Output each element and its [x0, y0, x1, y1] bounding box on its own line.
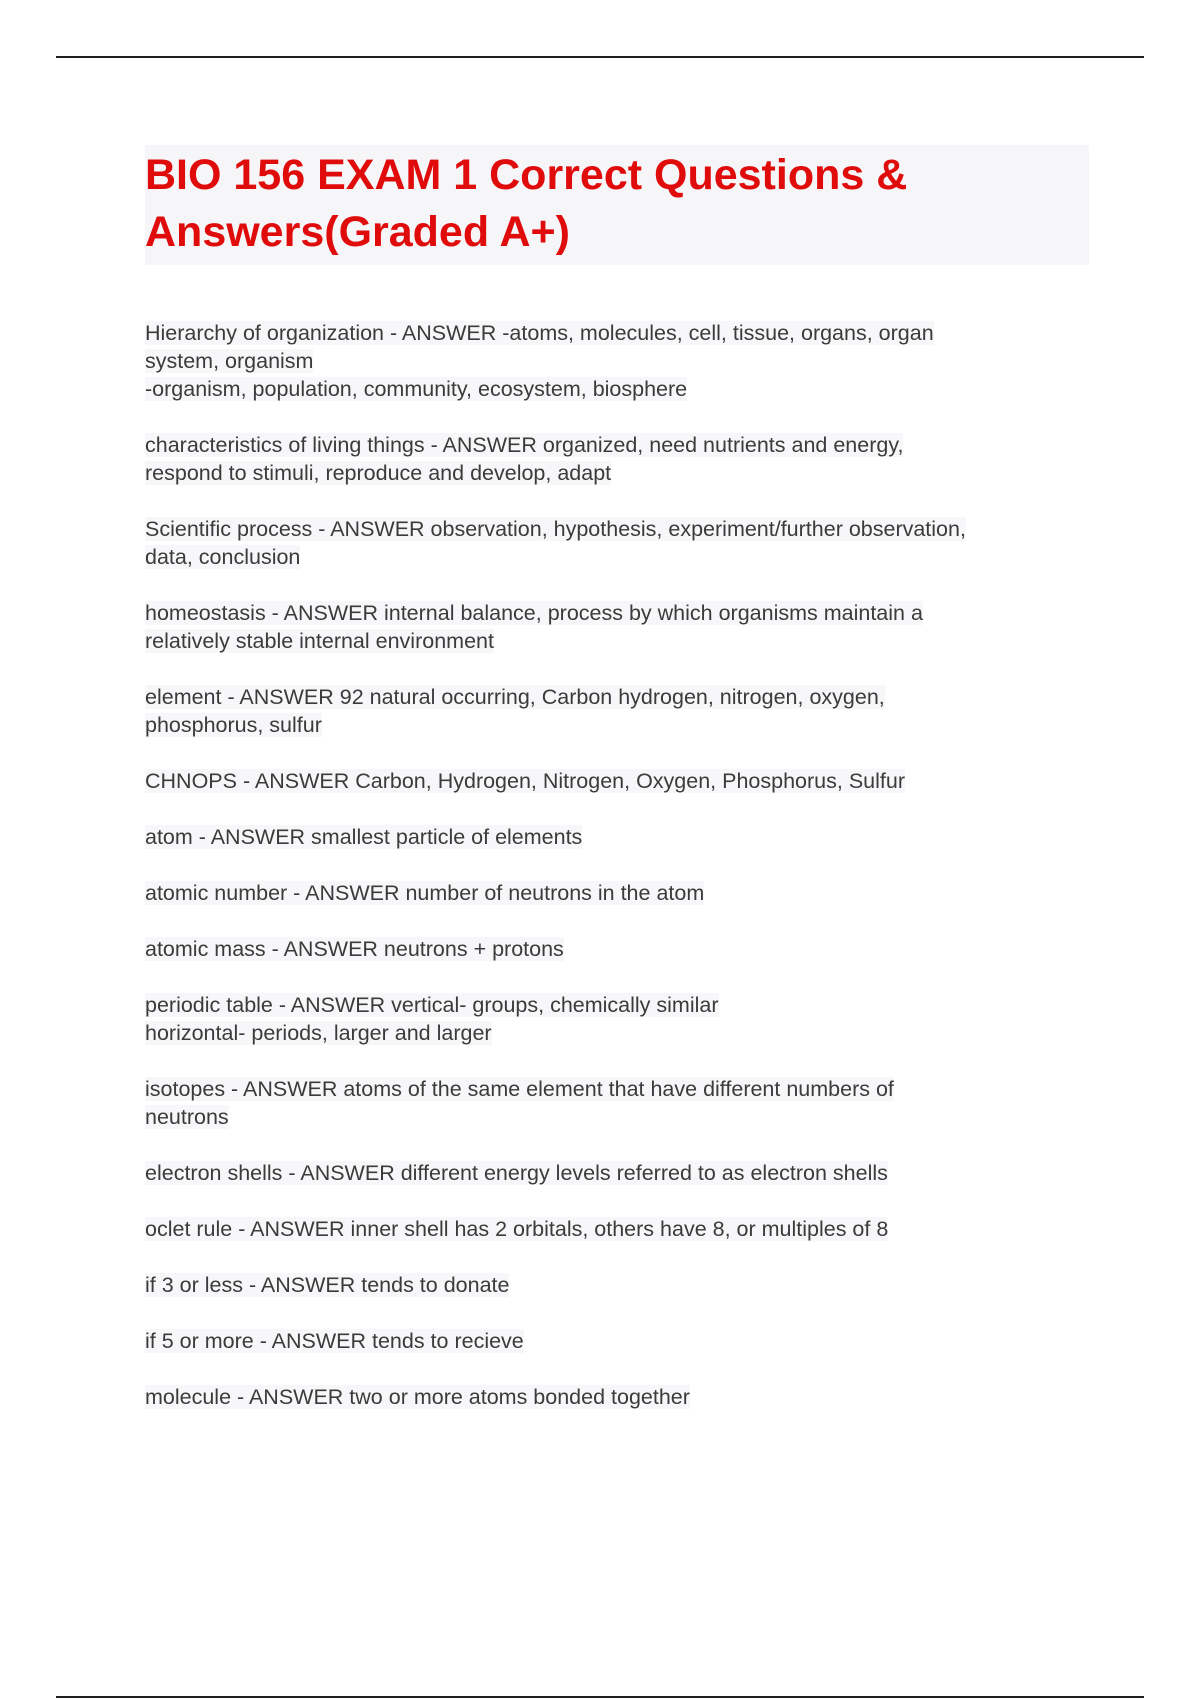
qa-line: periodic table - ANSWER vertical- groups, chemically similar: [145, 993, 719, 1017]
qa-line: homeostasis - ANSWER internal balance, process by which organisms maintain a: [145, 601, 923, 625]
qa-line: atomic number - ANSWER number of neutrons in the atom: [145, 881, 705, 905]
qa-line: isotopes - ANSWER atoms of the same element that have different numbers of: [145, 1077, 894, 1101]
qa-entry: [145, 431, 1089, 487]
qa-entry: [145, 935, 1089, 963]
qa-line: atom - ANSWER smallest particle of elements: [145, 825, 583, 849]
document-body: [145, 145, 1089, 1439]
qa-entry: [145, 1159, 1089, 1187]
qa-line: Hierarchy of organization - ANSWER -atoms, molecules, cell, tissue, organs, organ: [145, 321, 934, 345]
qa-line: if 3 or less - ANSWER tends to donate: [145, 1273, 510, 1297]
top-rule: [56, 56, 1144, 58]
qa-line: oclet rule - ANSWER inner shell has 2 orbitals, others have 8, or multiples of 8: [145, 1217, 889, 1241]
document-title: BIO 156 EXAM 1 Correct Questions & Answers(Graded A+): [145, 151, 908, 256]
qa-line: CHNOPS - ANSWER Carbon, Hydrogen, Nitrogen, Oxygen, Phosphorus, Sulfur: [145, 769, 905, 793]
qa-entry: [145, 515, 1089, 571]
qa-entry: [145, 823, 1089, 851]
qa-entry: [145, 1215, 1089, 1243]
qa-line: respond to stimuli, reproduce and develop, adapt: [145, 461, 612, 485]
qa-line: atomic mass - ANSWER neutrons + protons: [145, 937, 564, 961]
qa-line: characteristics of living things - ANSWER organized, need nutrients and energy,: [145, 433, 904, 457]
qa-line: Scientific process - ANSWER observation, hypothesis, experiment/further observation,: [145, 517, 966, 541]
bottom-rule: [56, 1696, 1144, 1698]
qa-list: [145, 319, 1089, 1411]
qa-line: system, organism: [145, 349, 314, 373]
qa-entry: [145, 1075, 1089, 1131]
qa-entry: [145, 683, 1089, 739]
qa-entry: [145, 599, 1089, 655]
qa-line: data, conclusion: [145, 545, 301, 569]
qa-entry: [145, 991, 1089, 1047]
qa-entry: [145, 1383, 1089, 1411]
qa-line: -organism, population, community, ecosystem, biosphere: [145, 377, 688, 401]
qa-line: electron shells - ANSWER different energy levels referred to as electron shells: [145, 1161, 888, 1185]
qa-entry: [145, 767, 1089, 795]
qa-entry: [145, 879, 1089, 907]
qa-entry: [145, 319, 1089, 403]
qa-entry: [145, 1327, 1089, 1355]
qa-line: relatively stable internal environment: [145, 629, 494, 653]
qa-entry: [145, 1271, 1089, 1299]
qa-line: element - ANSWER 92 natural occurring, Carbon hydrogen, nitrogen, oxygen,: [145, 685, 885, 709]
qa-line: molecule - ANSWER two or more atoms bonded together: [145, 1385, 690, 1409]
qa-line: phosphorus, sulfur: [145, 713, 322, 737]
qa-line: neutrons: [145, 1105, 229, 1129]
qa-line: horizontal- periods, larger and larger: [145, 1021, 492, 1045]
title-block: [145, 145, 1089, 265]
qa-line: if 5 or more - ANSWER tends to recieve: [145, 1329, 524, 1353]
